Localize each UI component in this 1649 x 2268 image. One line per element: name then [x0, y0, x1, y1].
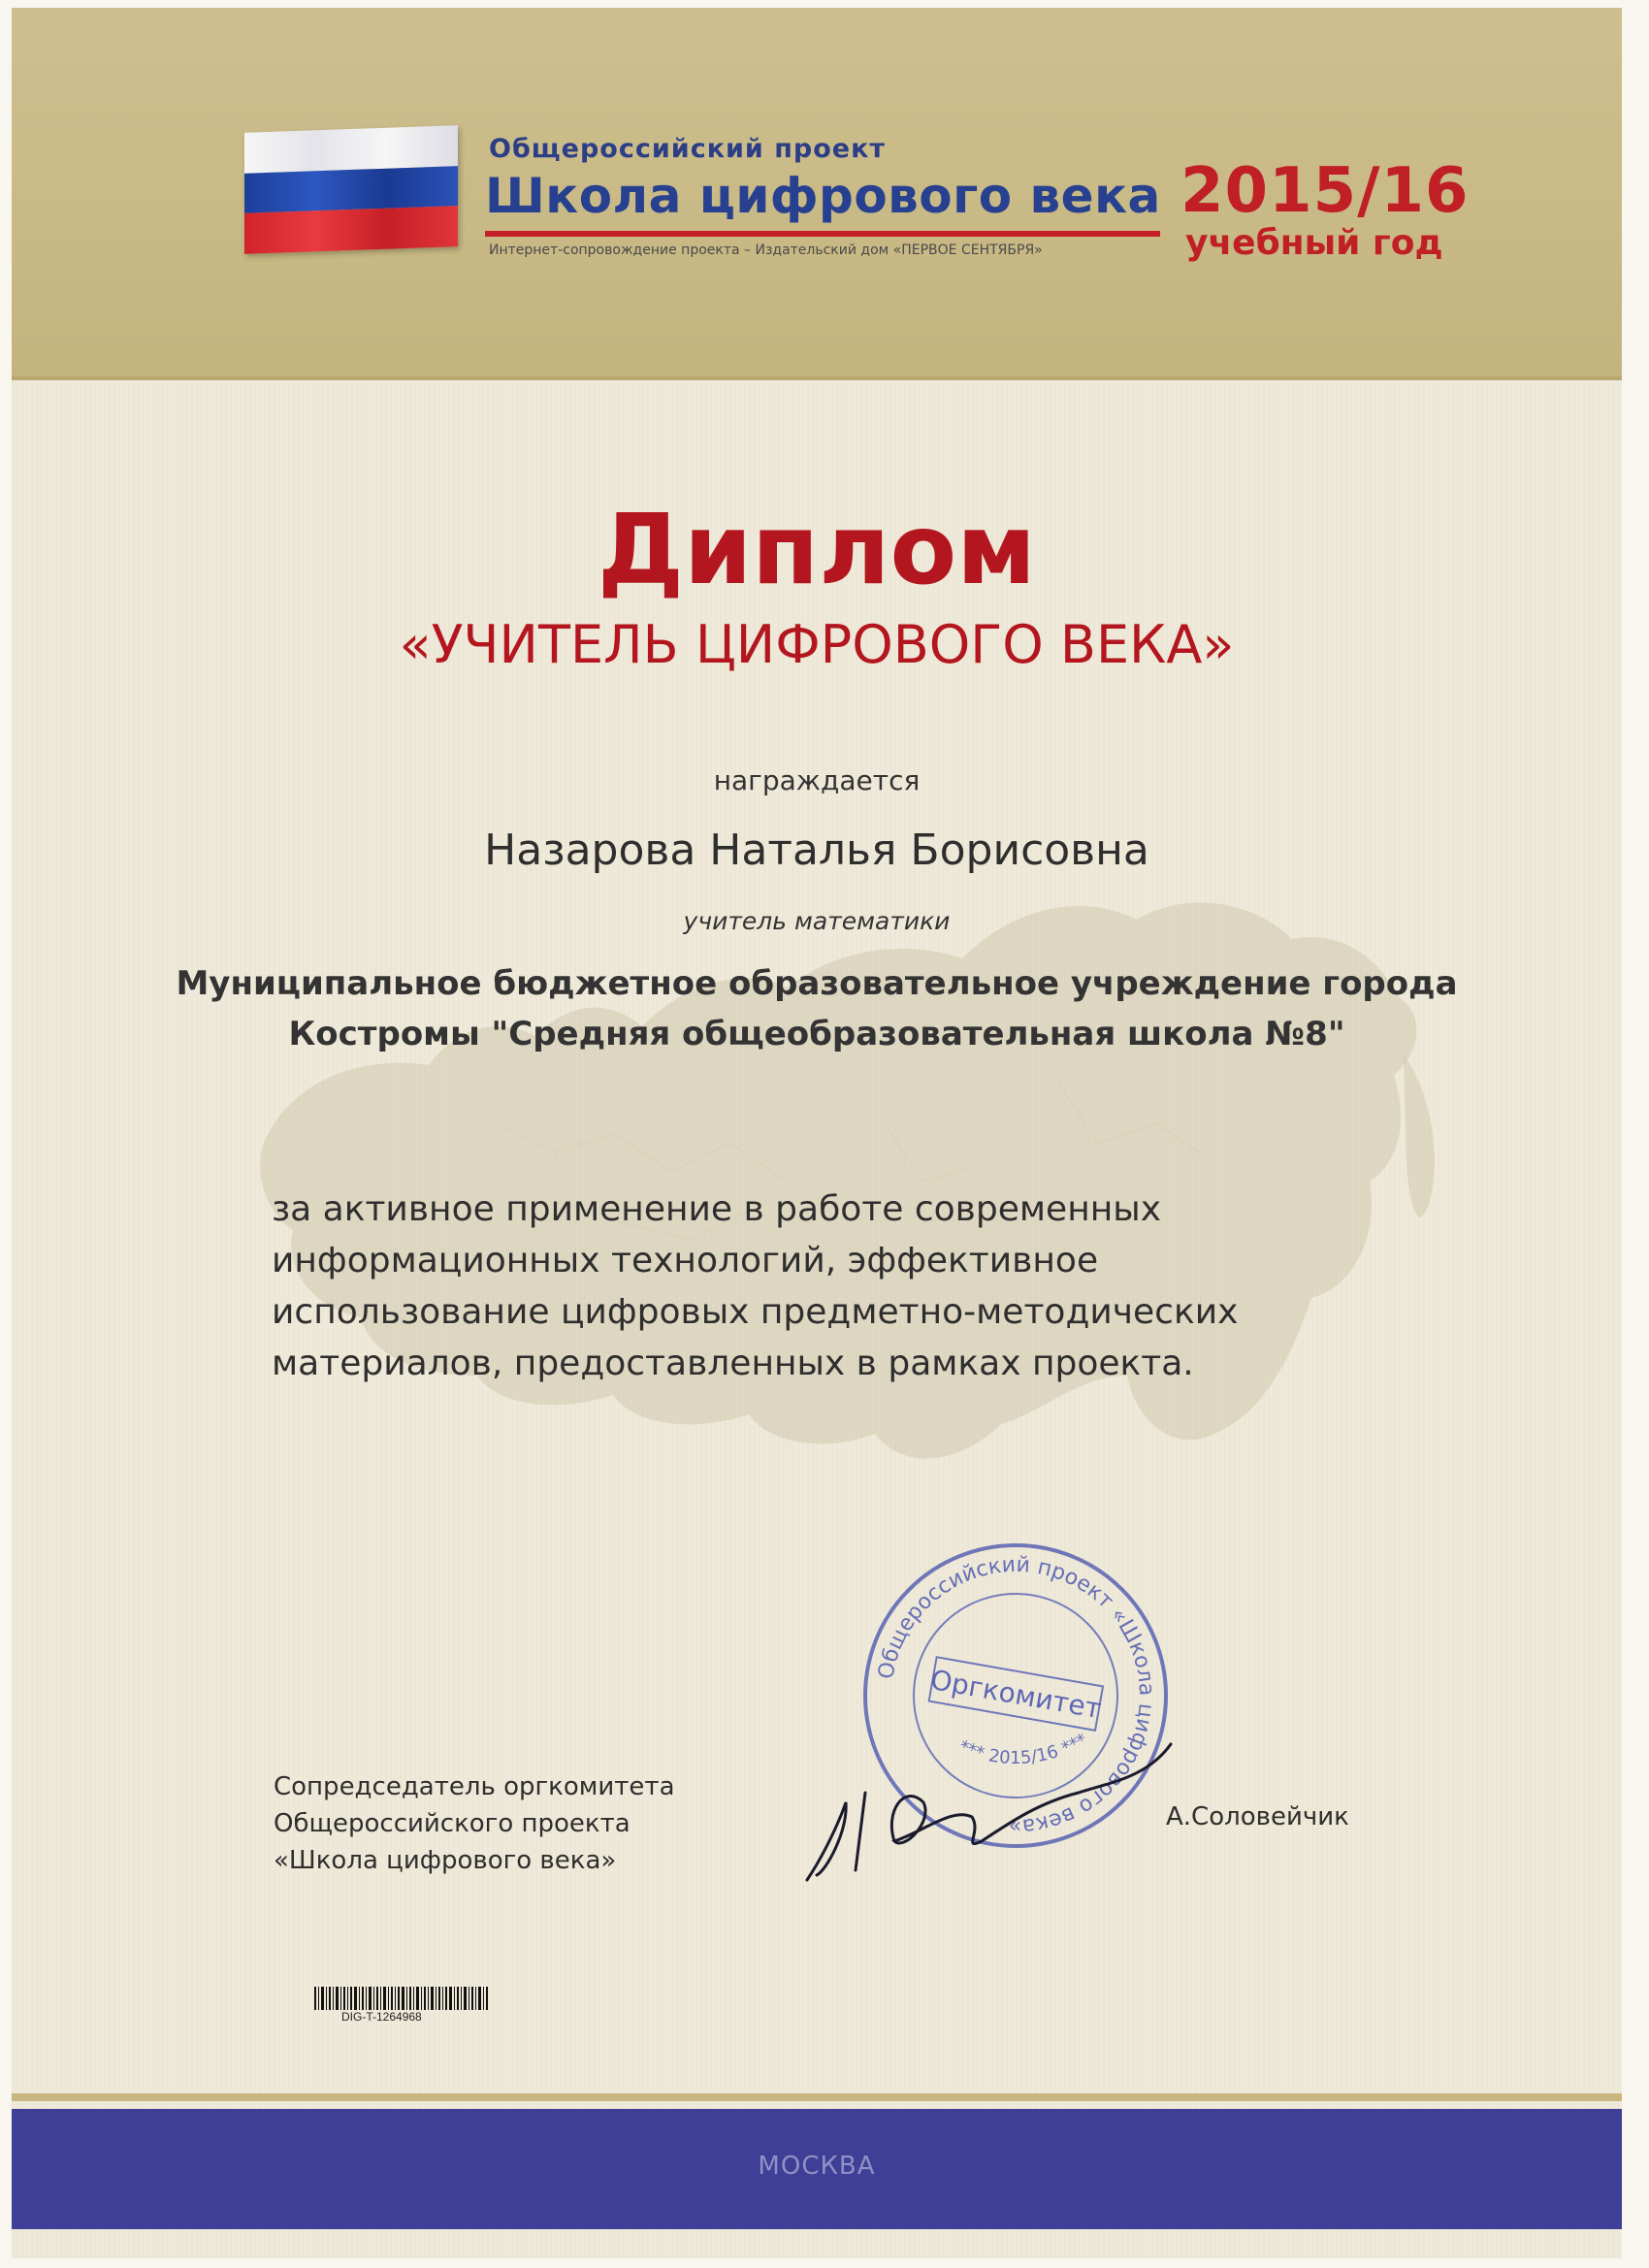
stamp-ring-text: Общероссийский проект «Школа цифрового века» — [874, 1552, 1159, 1839]
recipient-name: Назарова Наталья Борисовна — [484, 826, 1149, 875]
russian-flag-icon — [244, 125, 458, 254]
awarded-label: награждается — [713, 764, 921, 796]
reason-line: за активное применение в работе современных — [272, 1189, 1161, 1229]
diploma-page — [12, 8, 1622, 2258]
barcode-number: DIG-T-1264968 — [341, 2010, 422, 2024]
organization-line: Костромы "Средняя общеобразовательная школа №8" — [288, 1015, 1345, 1053]
project-label: Общероссийский проект — [489, 134, 887, 164]
barcode-icon — [314, 1987, 489, 2010]
project-divider — [485, 231, 1160, 237]
reason-line: материалов, предоставленных в рамках проекта. — [272, 1344, 1194, 1383]
reason-line: информационных технологий, эффективное — [272, 1241, 1099, 1280]
academic-year-label: учебный год — [1185, 223, 1443, 263]
city-label: МОСКВА — [758, 2152, 876, 2181]
signatory-title — [274, 1768, 675, 1879]
diploma-title: Диплом — [598, 493, 1036, 606]
diploma-subtitle: «УЧИТЕЛЬ ЦИФРОВОГО ВЕКА» — [399, 614, 1235, 675]
signatory-title-line: «Школа цифрового века» — [274, 1846, 617, 1875]
project-name: Школа цифрового века — [485, 168, 1161, 224]
recipient-position: учитель математики — [683, 907, 951, 935]
signatory-title-line: Общероссийского проекта — [274, 1809, 630, 1838]
reason-line: использование цифровых предметно-методических — [272, 1292, 1239, 1332]
organization — [138, 958, 1496, 1059]
signatory-title-line: Сопредседатель оргкомитета — [274, 1772, 675, 1801]
footer-divider — [12, 2093, 1622, 2101]
stamp-bottom-text: *** 2015/16 *** — [955, 1730, 1091, 1769]
award-reason — [272, 1183, 1339, 1389]
support-note: Интернет-сопровождение проекта – Издательский дом «ПЕРВОЕ СЕНТЯБРЯ» — [489, 243, 1043, 258]
academic-year: 2015/16 — [1180, 155, 1470, 227]
stamp-center-text: Оргкомитет — [927, 1663, 1104, 1726]
organization-line: Муниципальное бюджетное образовательное учреждение города — [176, 964, 1458, 1003]
signature — [788, 1725, 1195, 1899]
signer-name: А.Соловейчик — [1166, 1802, 1349, 1831]
russia-map-icon — [206, 832, 1486, 1531]
